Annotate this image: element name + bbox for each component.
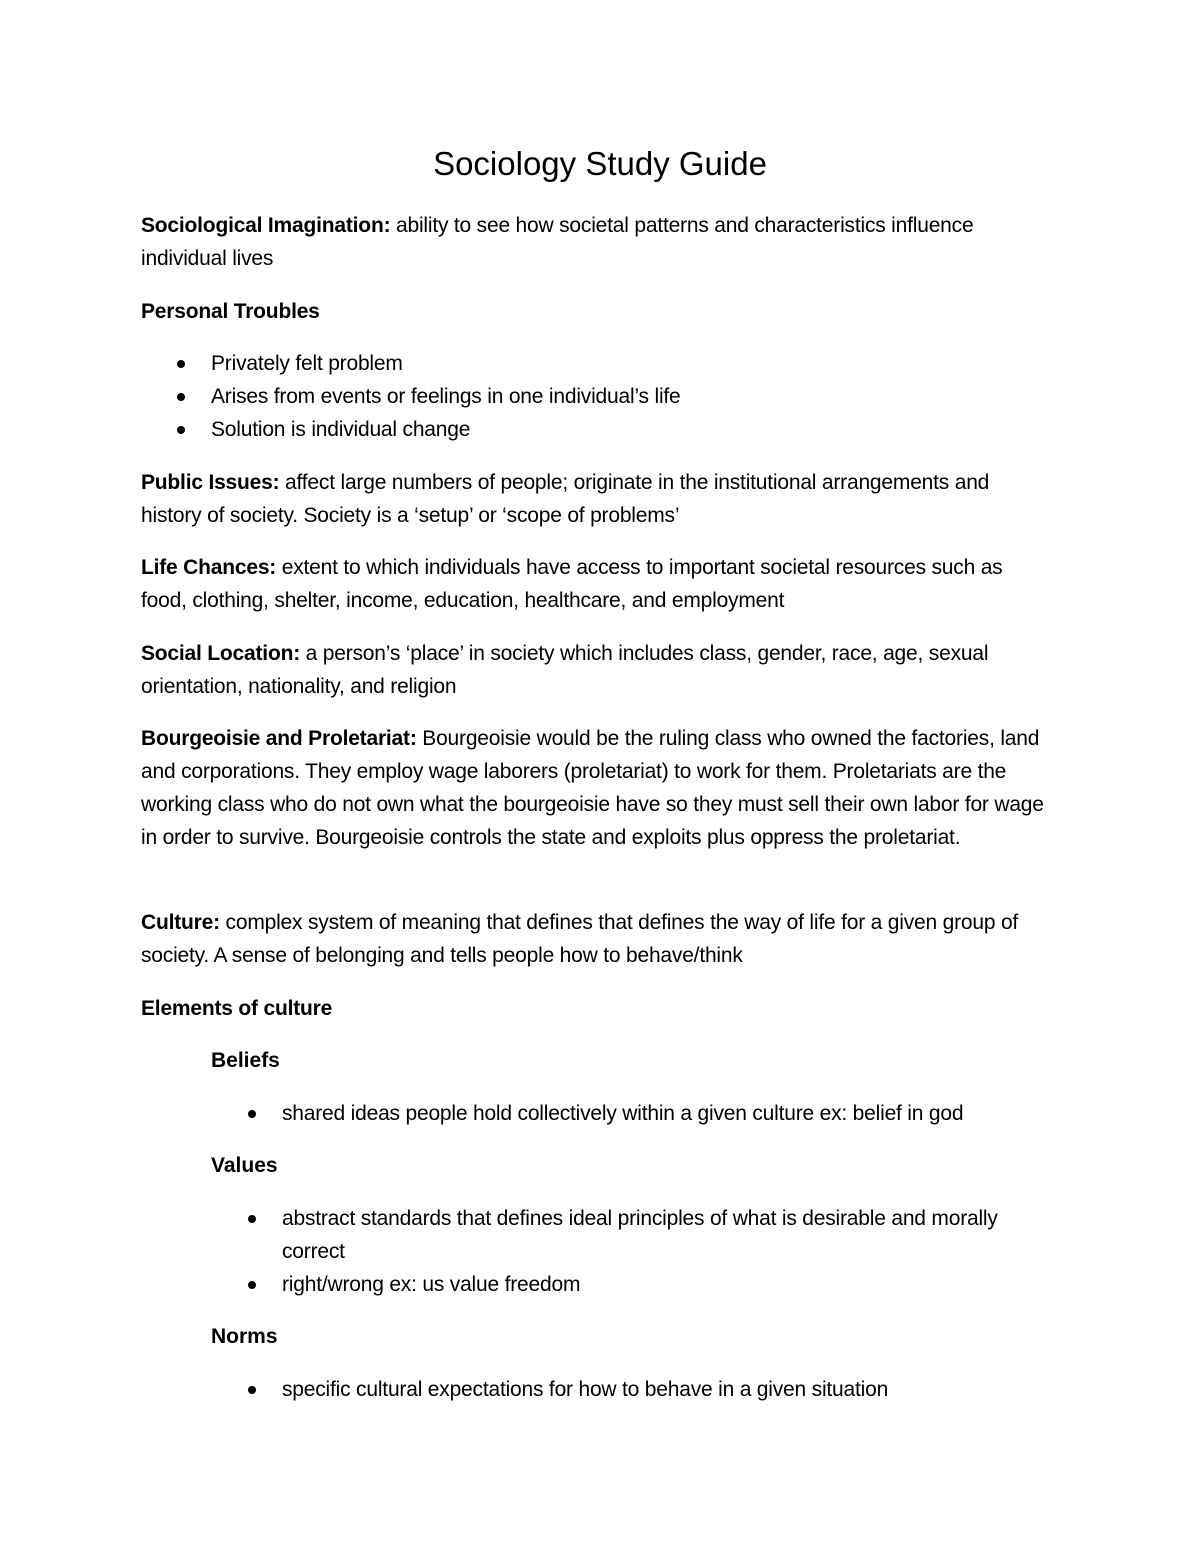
section-heading: Personal Troubles: [141, 300, 320, 323]
sociological-imagination-paragraph: [141, 209, 1051, 275]
bullet-icon: [248, 1215, 256, 1223]
list-item-text: abstract standards that defines ideal principles of what is desirable and morally correct: [282, 1207, 998, 1263]
list-item-text: specific cultural expectations for how to behave in a given situation: [282, 1378, 889, 1401]
list-item: [141, 413, 1051, 446]
elements-of-culture-heading: [141, 992, 1051, 1025]
term-label: Bourgeoisie and Proletariat:: [141, 727, 417, 750]
list-item-text: Privately felt problem: [211, 352, 403, 375]
list-item: [212, 1202, 1052, 1268]
list-item: [212, 1373, 1052, 1406]
term-label: Public Issues:: [141, 471, 280, 494]
values-list: [212, 1202, 1052, 1301]
term-definition: Bourgeoisie would be the ruling class who owned the factories, land and corporations. They employ wage laborers (proletariat) to work for them. Proletariats are the working class who do not own what the bourgeoisie have so they must sell their own labor for wage in order to survive. Bourgeoisie controls the state and exploits plus oppress the proletariat.: [141, 727, 1044, 849]
personal-troubles-list: [141, 347, 1051, 446]
beliefs-heading: Beliefs: [211, 1049, 280, 1072]
bullet-icon: [177, 426, 185, 434]
term-definition: ability to see how societal patterns and characteristics influence individual lives: [141, 214, 974, 270]
bullet-icon: [177, 360, 185, 368]
term-label: Life Chances:: [141, 556, 277, 579]
bullet-icon: [248, 1386, 256, 1394]
page-title: Sociology Study Guide: [433, 145, 767, 182]
term-definition: affect large numbers of people; originate in the institutional arrangements and history of society. Society is a ‘setup’ or ‘scope of problems’: [141, 471, 990, 527]
social-location-paragraph: [141, 637, 1051, 703]
norms-list: [212, 1373, 1052, 1406]
public-issues-paragraph: [141, 466, 1051, 532]
bullet-icon: [177, 393, 185, 401]
section-heading: Elements of culture: [141, 997, 333, 1020]
term-definition: a person’s ‘place’ in society which includes class, gender, race, age, sexual orientation, nationality, and religion: [141, 642, 989, 698]
term-definition: extent to which individuals have access to important societal resources such as food, clothing, shelter, income, education, healthcare, and employment: [141, 556, 1003, 612]
list-item-text: shared ideas people hold collectively within a given culture ex: belief in god: [282, 1102, 964, 1125]
bourgeoisie-proletariat-paragraph: [141, 722, 1051, 854]
term-label: Culture:: [141, 911, 220, 934]
term-definition: complex system of meaning that defines that defines the way of life for a given group of society. A sense of belonging and tells people how to behave/think: [141, 911, 1019, 967]
life-chances-paragraph: [141, 551, 1051, 617]
personal-troubles-heading: [141, 295, 1051, 328]
list-item: [141, 380, 1051, 413]
beliefs-list: [212, 1097, 1052, 1130]
bullet-icon: [248, 1281, 256, 1289]
list-item: [141, 347, 1051, 380]
list-item-text: Solution is individual change: [211, 418, 471, 441]
term-label: Social Location:: [141, 642, 300, 665]
list-item: [212, 1097, 1052, 1130]
term-label: Sociological Imagination:: [141, 214, 391, 237]
norms-heading: Norms: [211, 1325, 278, 1348]
list-item-text: Arises from events or feelings in one individual’s life: [211, 385, 681, 408]
values-heading: Values: [211, 1154, 278, 1177]
list-item-text: right/wrong ex: us value freedom: [282, 1273, 581, 1296]
bullet-icon: [248, 1110, 256, 1118]
culture-paragraph: [141, 906, 1051, 972]
list-item: [212, 1268, 1052, 1301]
